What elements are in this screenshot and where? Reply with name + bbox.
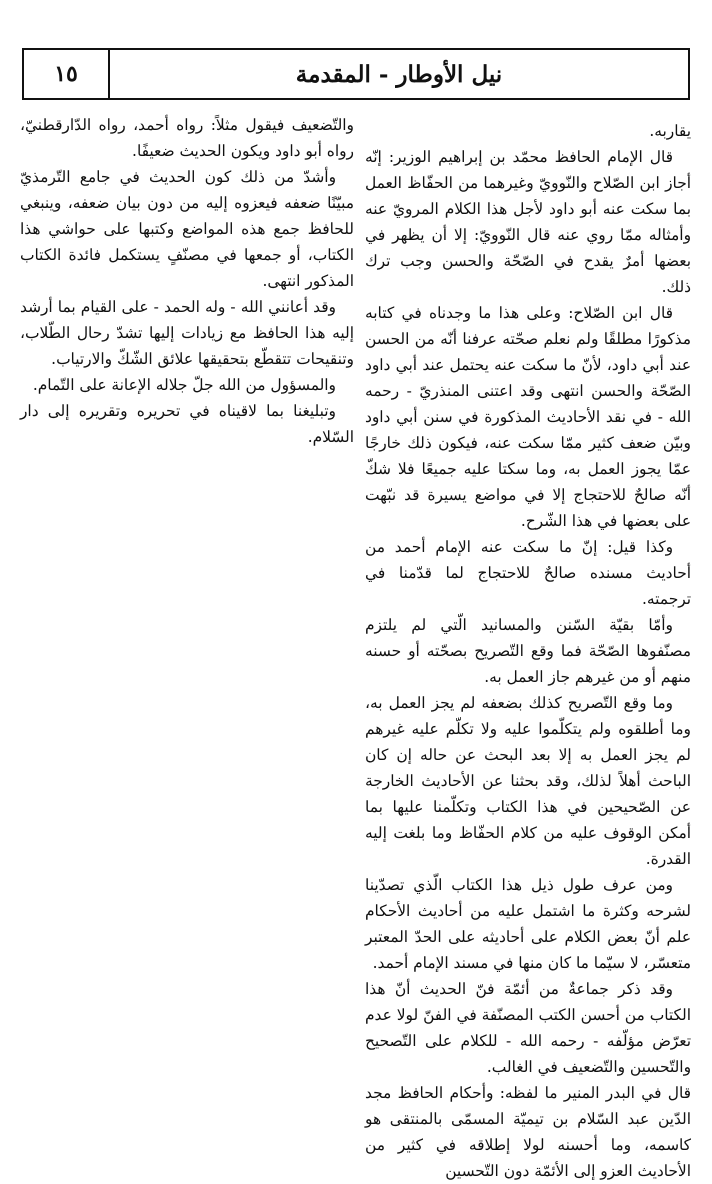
paragraph: وقد أعانني الله - وله الحمد - على القيام بما أرشد إليه هذا الحافظ مع زيادات إليها تشدّ رحال الطّلاب، وتنقيحات تتقطّع بتحقيقها علائق الشّكّ والارتياب. (20, 298, 354, 368)
paragraph: قال في البدر المنير ما لفظه: وأحكام الحافظ مجد الدّين عبد السّلام بن تيميّة المسمّى بالمنتقى هو كاسمه، وما أحسنه لولا إطلاقه في كثير من الأحاديث العزو إلى الأئمّة دون التّحسين (365, 1084, 691, 1180)
running-title: نيل الأوطار - المقدمة (295, 60, 503, 88)
paragraph: وكذا قيل: إنّ ما سكت عنه الإمام أحمد من أحاديث مسنده صالحٌ للاحتجاج لما قدّمنا في ترجمته. (365, 538, 691, 608)
paragraph: وأمّا بقيّة السّنن والمسانيد الّتي لم يلتزم مصنّفوها الصّحّة فما وقع التّصريح بصحّته أو حسنه منهم أو من غيرهم جاز العمل به. (365, 616, 691, 686)
paragraph: ومن عرف طول ذيل هذا الكتاب الّذي تصدّينا لشرحه وكثرة ما اشتمل عليه من أحاديث الأحكام علم أنّ بعض الكلام على أحاديثه على الحدّ المعتبر متعسّر، لا سيّما ما كان منها في مسند الإمام أحمد. (365, 876, 691, 972)
running-header (22, 48, 690, 100)
paragraph: قال ابن الصّلاح: وعلى هذا ما وجدناه في كتابه مذكورًا مطلقًا ولم نعلم صحّته عرفنا أنّه من الحسن عند أبي داود، لأنّ ما سكت عنه يحتمل عند أبي داود الصّحّة والحسن انتهى وقد اعتنى المنذريّ - رحمه الله - في نقد الأحاديث المذكورة في سنن أبي داود وبيّن ضعف كثير ممّا سكت عنه، فيكون ذلك خارجًا عمّا يجوز العمل به، وما سكتا عليه جميعًا فلا شكّ أنّه صالحٌ للاحتجاج إلا في مواضع يسيرة قد نبّهت على بعضها في هذا الشّرح. (365, 304, 691, 530)
paragraph: يقاربه. (649, 122, 691, 140)
paragraph: وما وقع التّصريح كذلك بضعفه لم يجز العمل به، وما أطلقوه ولم يتكلّموا عليه ولا تكلّم عليه غيرهم لم يجز العمل به إلا بعد البحث عن حاله إن كان الباحث أهلاً لذلك، وقد بحثنا عن الأحاديث الخارجة عن الصّحيحين في هذا الكتاب وتكلّمنا عليها بما أمكن الوقوف عليه من كلام الحفّاظ وما بلغت إليه القدرة. (365, 694, 691, 868)
page-number: ١٥ (54, 61, 78, 87)
paragraph: والتّضعيف فيقول مثلاً: رواه أحمد، رواه الدّارقطنيّ، رواه أبو داود ويكون الحديث ضعيفًا. (20, 116, 354, 160)
paragraph: وتبليغنا بما لاقيناه في تحريره وتقريره إلى دار السّلام. (20, 402, 354, 446)
paragraph: والمسؤول من الله جلّ جلاله الإعانة على التّمام. (32, 376, 336, 394)
right-column (365, 118, 691, 1184)
left-column (20, 112, 354, 450)
paragraph: وقد ذكر جماعةٌ من أئمّة فنّ الحديث أنّ هذا الكتاب من أحسن الكتب المصنّفة في الفنّ لولا عدم تعرّض مؤلّفه - رحمه الله - للكلام على التّصحيح والتّحسين والتّضعيف في الغالب. (365, 980, 691, 1076)
paragraph: وأشدّ من ذلك كون الحديث في جامع التّرمذيّ مبيّنًا ضعفه فيعزوه إليه من دون بيان ضعفه، وينبغي للحافظ جمع هذه المواضع وكتبها على حواشي هذا الكتاب، أو جمعها في مصنّفٍ يستكمل فائدة الكتاب المذكور انتهى. (20, 168, 354, 290)
paragraph: قال الإمام الحافظ محمّد بن إبراهيم الوزير: إنّه أجاز ابن الصّلاح والنّوويّ وغيرهما من الحفّاظ العمل بما سكت عنه أبو داود لأجل هذا الكلام المرويّ عنه وأمثاله ممّا روي عنه قال النّوويّ: إلا أن يظهر في بعضها أمرٌ يقدح في الصّحّة والحسن وجب ترك ذلك. (365, 148, 691, 296)
